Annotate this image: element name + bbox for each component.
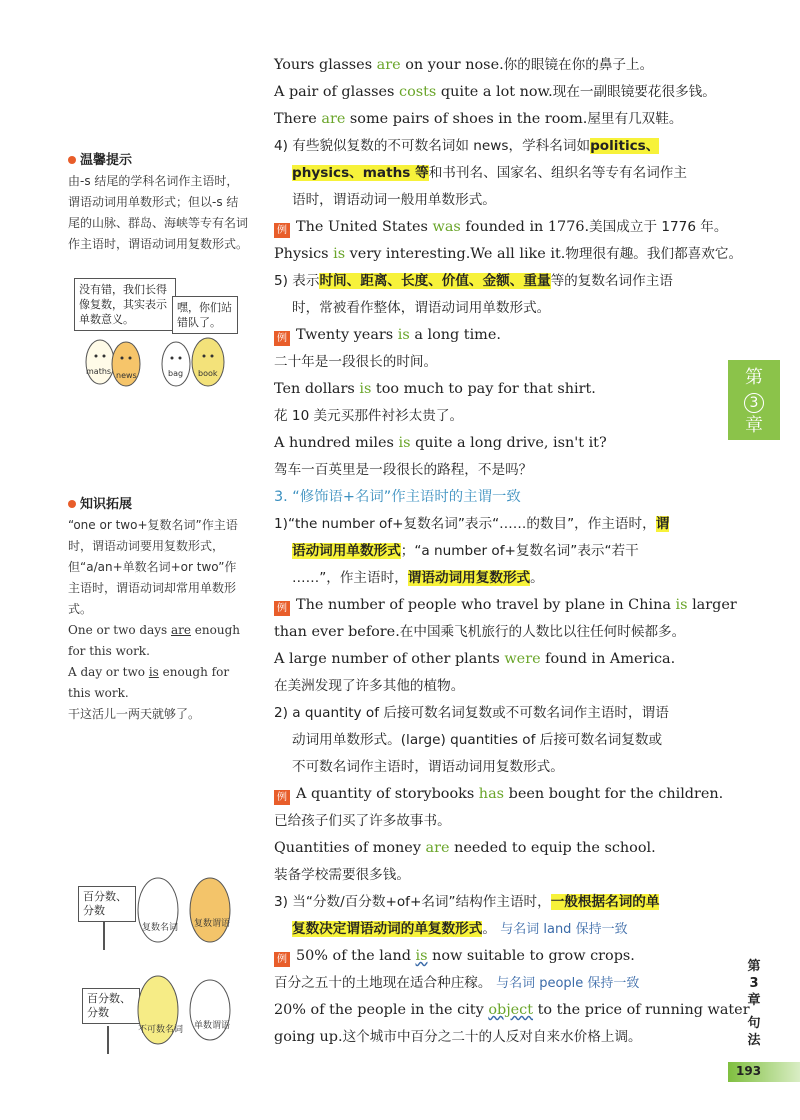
cartoon-label: 复数谓语 — [194, 919, 231, 929]
cartoon-label: 复数名词 — [142, 923, 179, 933]
rule-3-2-cont: 动词用单数形式。(large) quantities of 后接可数名词复数或 — [292, 732, 663, 748]
example-line: 例 The United States was founded in 1776.美国成立于 1776 年。 — [274, 214, 724, 241]
translation: 在美洲发现了许多其他的植物。 — [274, 678, 465, 694]
example-line: Ten dollars is too much to pay for that shirt. — [274, 381, 596, 397]
sign-board: 百分数、分数 — [78, 886, 136, 922]
chapter-tab[interactable]: 第 3 章 — [728, 360, 780, 440]
example-line: A hundred miles is quite a long drive, isn't it? — [274, 435, 607, 451]
rule-5: 5) 表示时间、距离、长度、价值、金额、重量等的复数名词作主语 — [274, 273, 673, 289]
example-line: 20% of the people in the city object to the price of running water — [274, 1002, 750, 1018]
rule-3-2: 2) a quantity of 后接可数名词复数或不可数名词作主语时，谓语 — [274, 705, 669, 721]
rule-4-cont: 语时，谓语动词一般用单数形式。 — [292, 192, 496, 208]
handwritten-note: 与名词 people 保持一致 — [496, 976, 640, 991]
example-line: A pair of glasses costs quite a lot now.现在一副眼镜要花很多钱。 — [274, 84, 716, 100]
example-line: 例 50% of the land is now suitable to grow crops. — [274, 943, 724, 970]
bullet-icon — [68, 500, 76, 508]
chapter-nav: 第 3 章 句 法 — [747, 959, 761, 1048]
example-line: Physics is very interesting.We all like it.物理很有趣。我们都喜欢它。 — [274, 246, 743, 262]
knowledge-text: “one or two+复数名词”作主语时，谓语动词要用复数形式，但“a/an+单数名词+or two”作主语时，谓语动词却常用单数形式。 — [68, 518, 238, 616]
cartoon-characters-illustration — [78, 330, 248, 390]
knowledge-title: 知识拓展 — [68, 494, 248, 515]
char-label: maths — [86, 367, 112, 376]
rule-5-cont: 时，常被看作整体，谓语动词用单数形式。 — [292, 300, 551, 316]
example-line: 例 A quantity of storybooks has been bought for the children. — [274, 781, 724, 808]
knowledge-translation: 干这活儿一两天就够了。 — [68, 707, 201, 721]
cartoon-label: 单数谓语 — [194, 1021, 231, 1031]
page-number: 193 — [736, 1064, 762, 1078]
tip-text: 由-s 结尾的学科名词作主语时，谓语动词用单数形式；但以-s 结尾的山脉、群岛、海峡等专有名词作主语时，谓语动词用复数形式。 — [68, 174, 249, 251]
rule-3-3-cont: 复数决定谓语动词的单复数形式。 与名词 land 保持一致 — [292, 921, 628, 937]
sign-board: 百分数、分数 — [82, 988, 140, 1024]
example-line: Yours glasses are on your nose.你的眼镜在你的鼻子上。 — [274, 57, 654, 73]
speech-bubble: 嘿，你们站错队了。 — [172, 296, 238, 334]
rule-4: 4) 有些貌似复数的不可数名词如 news，学科名词如politics、 — [274, 138, 660, 154]
example-line: than ever before.在中国乘飞机旅行的人数比以往任何时候都多。 — [274, 624, 686, 640]
example-line: A large number of other plants were found in America. — [274, 651, 676, 667]
example-marker: 例 — [274, 223, 290, 238]
example-marker: 例 — [274, 952, 290, 967]
handwritten-note: 与名词 land 保持一致 — [500, 922, 628, 937]
cartoon-signs-illustration — [96, 870, 246, 1060]
example-marker: 例 — [274, 790, 290, 805]
speech-bubble: 没有错，我们长得像复数，其实表示单数意义。 — [74, 278, 176, 331]
char-label: bag — [168, 369, 184, 378]
rule-3-3: 3) 当“分数/百分数+of+名词”结构作主语时，一般根据名词的单 — [274, 894, 660, 910]
tip-box — [68, 150, 248, 255]
translation: 已给孩子们买了许多故事书。 — [274, 813, 451, 829]
tip-title: 温馨提示 — [68, 150, 248, 171]
char-label: book — [198, 369, 218, 378]
example-line: 例 The number of people who travel by plane in China is larger — [274, 592, 724, 619]
knowledge-box — [68, 494, 248, 725]
translation: 二十年是一段很长的时间。 — [274, 354, 438, 370]
example-line: Quantities of money are needed to equip the school. — [274, 840, 656, 856]
translation-line: 百分之五十的土地现在适合种庄稼。 与名词 people 保持一致 — [274, 975, 640, 991]
translation: 花 10 美元买那件衬衫太贵了。 — [274, 408, 464, 424]
cartoon-label: 不可数名词 — [138, 1025, 184, 1035]
translation: 装备学校需要很多钱。 — [274, 867, 410, 883]
rule-3-2-cont: 不可数名词作主语时，谓语动词用复数形式。 — [292, 759, 564, 775]
section-heading: 3. “修饰语+名词”作主语时的主谓一致 — [274, 489, 521, 505]
char-label: news — [116, 371, 137, 380]
bullet-icon — [68, 156, 76, 164]
translation: 驾车一百英里是一段很长的路程，不是吗？ — [274, 462, 533, 478]
rule-3-1: 1)“the number of+复数名词”表示“……的数目”，作主语时，谓 — [274, 516, 670, 532]
rule-3-1-cont: 语动词用单数形式；“a number of+复数名词”表示“若干 — [292, 543, 639, 559]
rule-3-1-cont: ……”，作主语时，谓语动词用复数形式。 — [292, 570, 544, 586]
example-line: There are some pairs of shoes in the room.屋里有几双鞋。 — [274, 111, 683, 127]
rule-4-cont: physics、maths 等和书刊名、国家名、组织名等专有名词作主 — [292, 165, 687, 181]
knowledge-example: A day or two is enough for this work. — [68, 665, 230, 700]
main-column — [274, 52, 750, 1051]
knowledge-example: One or two days are enough for this work. — [68, 623, 240, 658]
example-line: going up.这个城市中百分之二十的人反对自来水价格上调。 — [274, 1029, 642, 1045]
example-line: 例 Twenty years is a long time. — [274, 322, 724, 349]
example-marker: 例 — [274, 601, 290, 616]
example-marker: 例 — [274, 331, 290, 346]
